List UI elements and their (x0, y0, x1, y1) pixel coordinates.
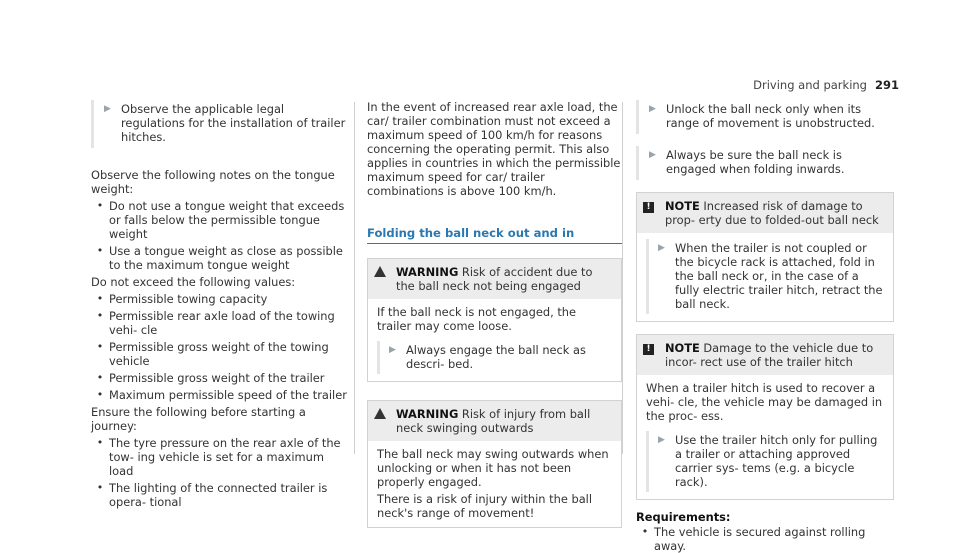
instruction-step: ▶ Always engage the ball neck as descri- bed. (377, 341, 612, 374)
list-item: • Permissible gross weight of the trailer (91, 371, 349, 385)
section-heading: Folding the ball neck out and in (367, 226, 622, 244)
step-text: Observe the applicable legal regulations for the installation of trailer hitches. (121, 102, 346, 144)
note-label: NOTE (665, 199, 700, 213)
paragraph: Do not exceed the following values: (91, 275, 296, 289)
note-header (637, 193, 893, 233)
page-header (753, 78, 899, 92)
column-3 (636, 100, 894, 553)
bullet-icon: • (96, 371, 104, 384)
warning-label: WARNING (396, 407, 459, 421)
section-title: Driving and parking (753, 78, 867, 92)
list-item: • Permissible gross weight of the towing vehicle (91, 340, 349, 368)
instruction-step: ▶ Always be sure the ball neck is engaged when folding inwards. (636, 146, 894, 180)
column-divider (354, 102, 355, 454)
warning-title: Risk of accident due to the ball neck not being engaged (396, 265, 593, 293)
warning-header (368, 401, 621, 441)
bullet-icon: • (96, 244, 104, 257)
note-box (636, 192, 894, 322)
instruction-step (91, 100, 349, 148)
step-arrow-icon: ▶ (649, 150, 656, 160)
warning-icon (374, 408, 386, 419)
requirements-heading: Requirements: (636, 510, 731, 524)
note-title: Damage to the vehicle due to incor- rect use of the trailer hitch (665, 341, 874, 369)
warning-box (367, 400, 622, 528)
note-text: When a trailer hitch is used to recover a vehi- cle, the vehicle may be damaged in the proc- ess. (646, 381, 883, 423)
warning-text: There is a risk of injury within the ball neck's range of movement! (377, 492, 593, 520)
list-item: • The lighting of the connected trailer is opera- tional (91, 481, 349, 509)
column-1 (91, 100, 349, 509)
bullet-icon: • (96, 436, 104, 449)
list-item: • Maximum permissible speed of the trailer (91, 388, 349, 402)
bullet-icon: • (96, 481, 104, 494)
page-number: 291 (874, 78, 899, 92)
note-header (637, 335, 893, 375)
bullet-icon: • (96, 199, 104, 212)
note-title: Increased risk of damage to prop- erty due to folded-out ball neck (665, 199, 879, 227)
step-arrow-icon: ▶ (649, 104, 656, 114)
warning-text: If the ball neck is not engaged, the trailer may come loose. (377, 305, 577, 333)
instruction-step: ▶ When the trailer is not coupled or the bicycle rack is attached, fold in the ball neck or, in the case of a fully electric trailer hitch, retract the ball neck. (646, 239, 884, 314)
paragraph: Observe the following notes on the tongue weight: (91, 168, 335, 196)
list-item: • Use a tongue weight as close as possible to the maximum tongue weight (91, 244, 349, 272)
column-divider (622, 102, 623, 454)
warning-box (367, 258, 622, 382)
list-item: • The tyre pressure on the rear axle of the tow- ing vehicle is set for a maximum load (91, 436, 349, 478)
warning-icon (374, 266, 386, 277)
list-item: • Permissible rear axle load of the towing vehi- cle (91, 309, 349, 337)
note-box (636, 334, 894, 500)
bullet-icon: • (96, 388, 104, 401)
warning-label: WARNING (396, 265, 459, 279)
notice-icon: ! (643, 344, 654, 355)
list-item: • Do not use a tongue weight that exceeds or falls below the permissible tongue weight (91, 199, 349, 241)
column-2 (367, 100, 622, 528)
list-item: • The vehicle is secured against rolling away. (636, 525, 894, 553)
bullet-icon: • (96, 292, 104, 305)
bullet-icon: • (641, 525, 649, 538)
step-arrow-icon: ▶ (658, 243, 665, 253)
step-arrow-icon: ▶ (658, 435, 665, 445)
instruction-step: ▶ Unlock the ball neck only when its range of movement is unobstructed. (636, 100, 894, 134)
bullet-icon: • (96, 340, 104, 353)
note-label: NOTE (665, 341, 700, 355)
bullet-icon: • (96, 309, 104, 322)
list-item: • Permissible towing capacity (91, 292, 349, 306)
paragraph: In the event of increased rear axle load, the car/ trailer combination must not exceed a maximum speed of 100 km/h for reasons concerning the operating permit. This also applies in countries in which the permissible maximum speed for car/ trailer combinations is above 100 km/h. (367, 100, 621, 198)
warning-title: Risk of injury from ball neck swinging outwards (396, 407, 591, 435)
warning-text: The ball neck may swing outwards when unlocking or when it has not been properly engaged. (377, 447, 609, 489)
step-arrow-icon: ▶ (104, 104, 111, 114)
step-arrow-icon: ▶ (389, 345, 396, 355)
notice-icon: ! (643, 202, 654, 213)
instruction-step: ▶ Use the trailer hitch only for pulling a trailer or attaching approved carrier sys- tems (e.g. a bicycle rack). (646, 431, 884, 492)
paragraph: Ensure the following before starting a journey: (91, 405, 306, 433)
warning-header (368, 259, 621, 299)
